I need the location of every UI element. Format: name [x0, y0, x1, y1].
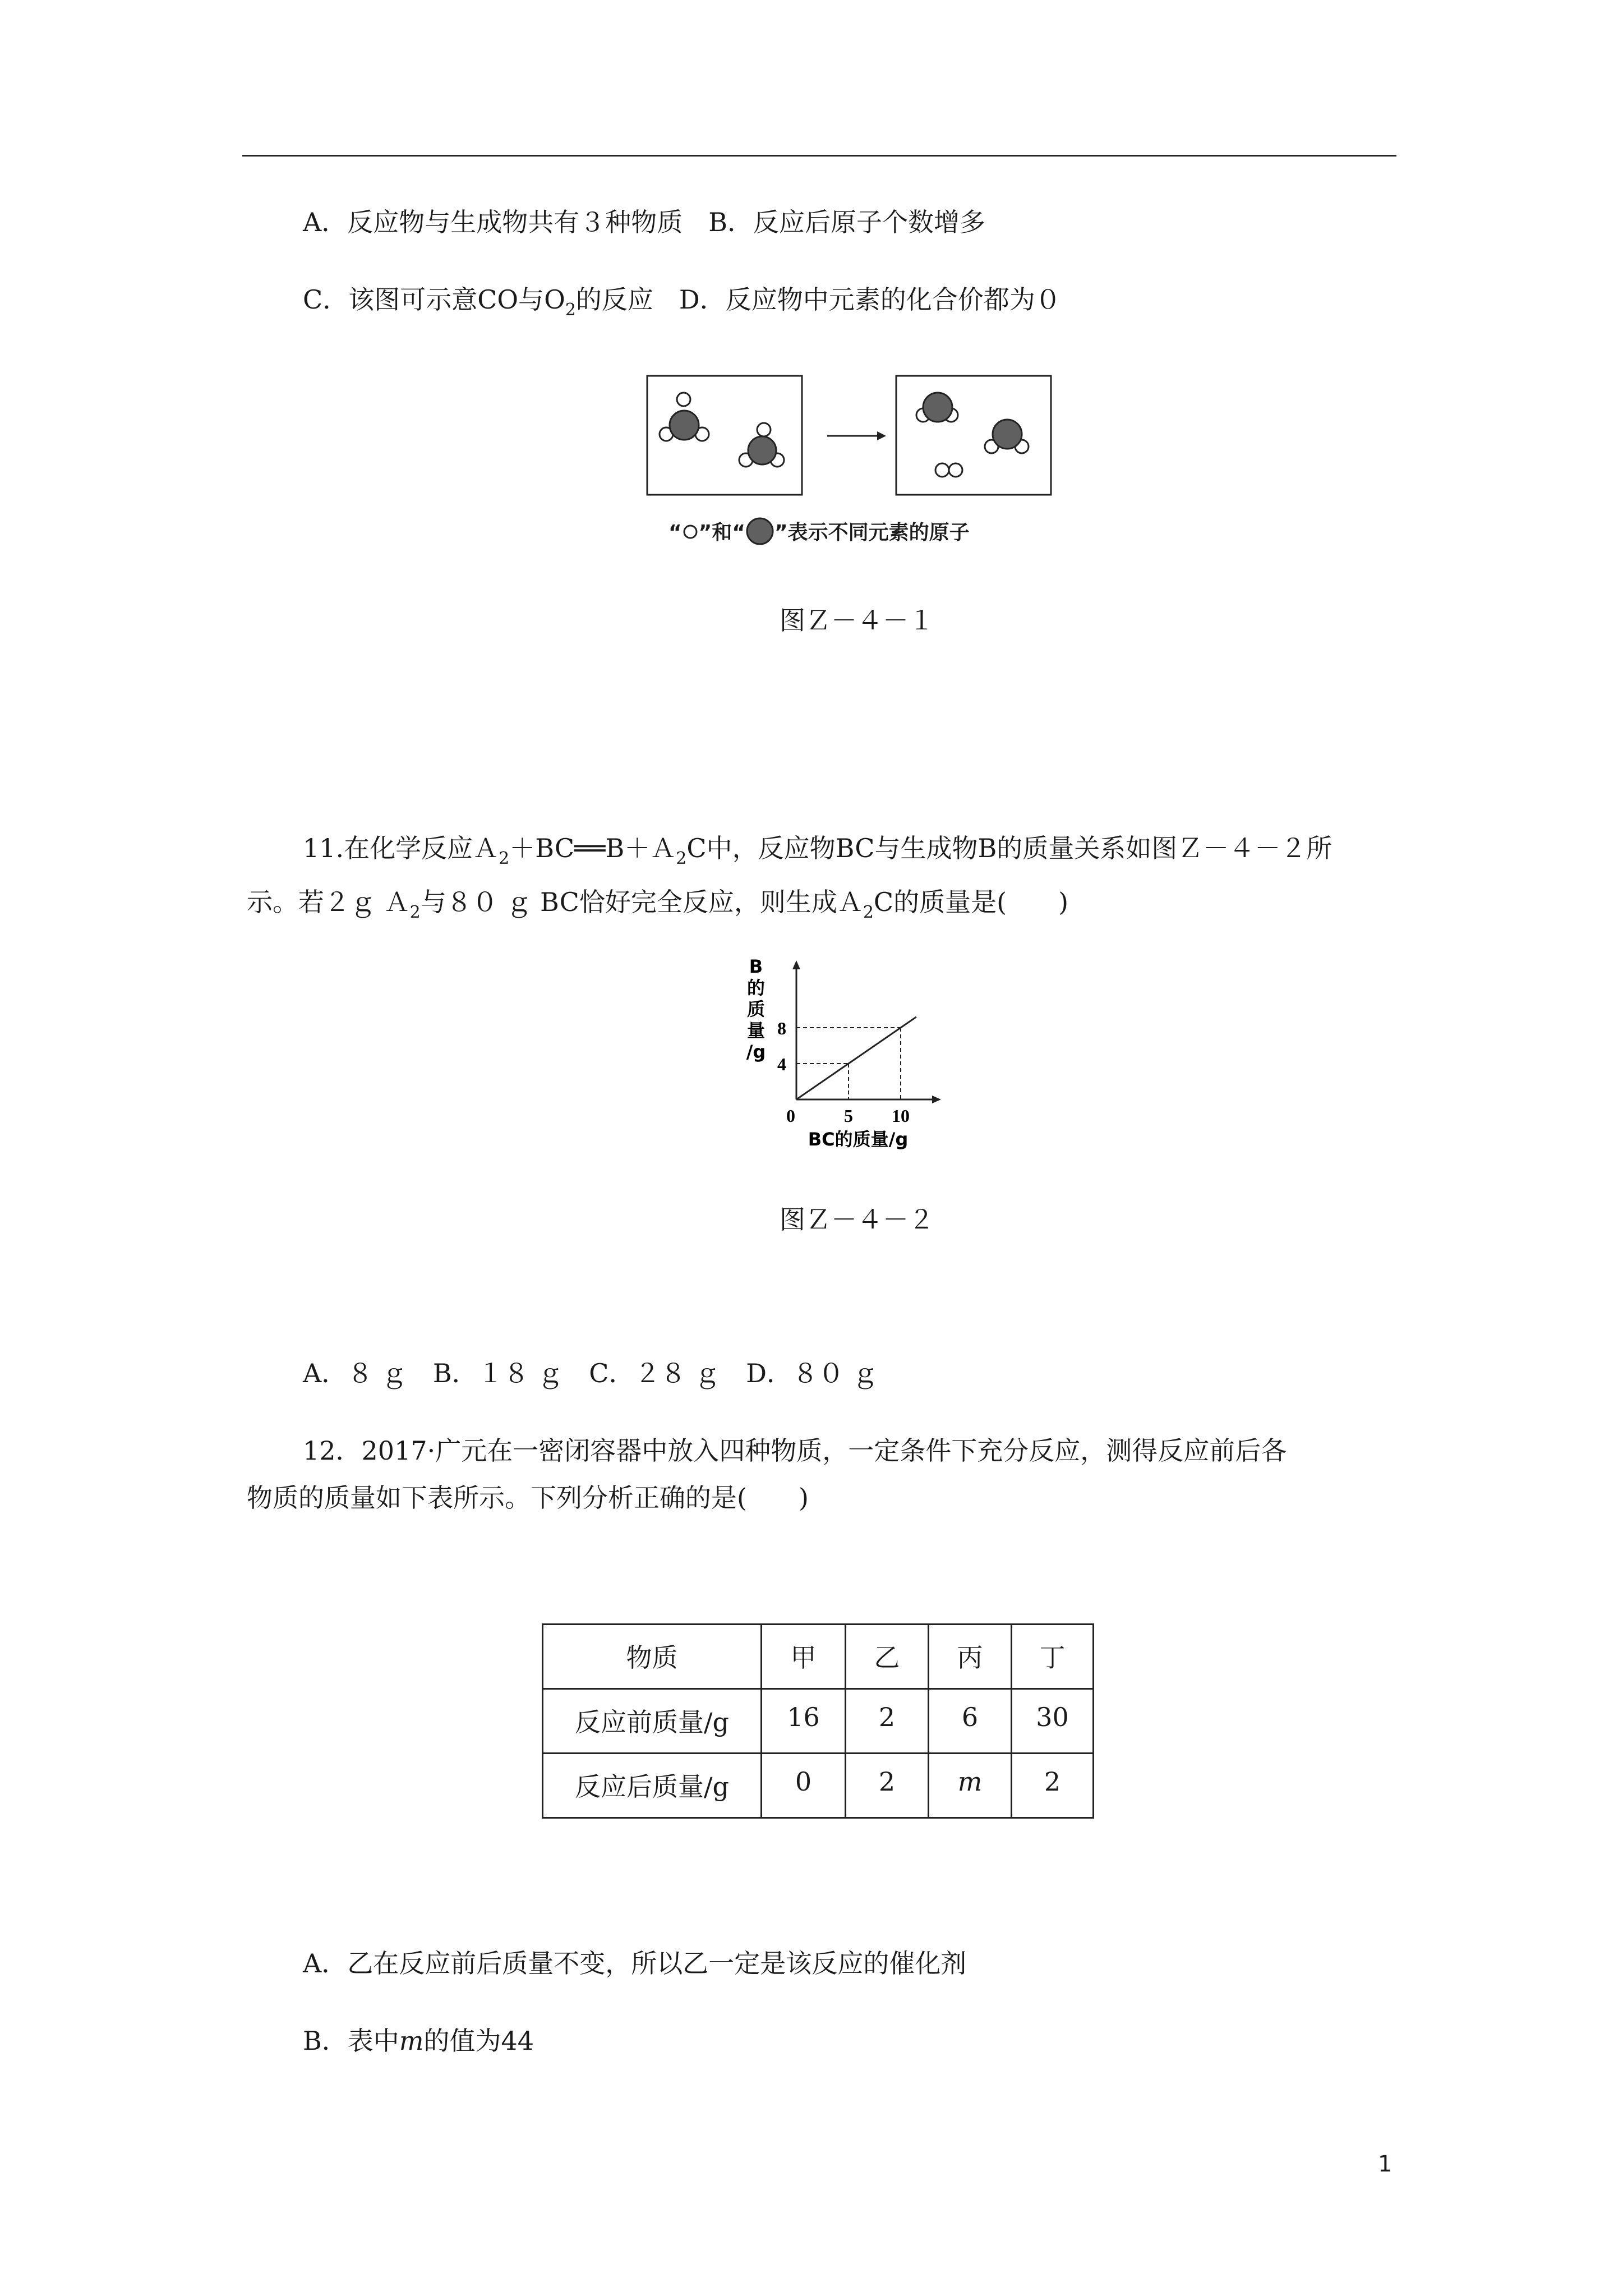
origin-label: 0	[786, 1106, 795, 1126]
large-atom-icon	[745, 517, 774, 546]
table-header-cell: 丁	[1012, 1625, 1094, 1689]
figure-caption-2: 图Ｚ－４－２	[780, 1204, 934, 1235]
product-molecule-2	[985, 420, 1029, 453]
products-box	[896, 376, 1051, 495]
figure-caption-1: 图Ｚ－４－１	[780, 605, 934, 636]
table-cell: 16	[762, 1689, 846, 1754]
y-axis-label-char: 质	[746, 999, 766, 1020]
table-cell: 2	[846, 1754, 929, 1818]
y-axis-label-char: /g	[746, 1041, 766, 1062]
y-axis-label-char: B	[749, 956, 763, 977]
q10-options-row1: A．反应物与生成物共有３种物质 B．反应后原子个数增多	[303, 207, 986, 237]
series-line	[796, 1017, 916, 1099]
reaction-legend: “ ”和“ ”表示不同元素的原子	[668, 516, 970, 550]
q11-options: A．８ ｇ B．１８ ｇ C．２８ ｇ D．８０ ｇ	[303, 1358, 878, 1388]
table-header-cell: 甲	[762, 1625, 846, 1689]
reactant-molecule-1	[660, 393, 709, 441]
q11-stem-line2: 示。若２ｇ Ａ$_2$与８０ ｇ BC恰好完全反应，则生成Ａ$_2$C的质量是( )	[247, 887, 1069, 922]
reactant-molecule-2	[739, 423, 784, 467]
table-cell: 6	[929, 1689, 1012, 1754]
y-tick-label-4: 4	[777, 1054, 786, 1074]
table-row	[543, 1689, 1094, 1754]
q11-stem-line1: 11.在化学反应Ａ$_2$＋BC══B＋Ａ$_2$C中，反应物BC与生成物B的质量关系如图Ｚ－４－２所	[303, 833, 1332, 868]
x-axis-arrow	[932, 1096, 941, 1103]
q12-option-a: A．乙在反应前后质量不变，所以乙一定是该反应的催化剂	[303, 1948, 967, 1978]
x-axis-label: BC的质量/g	[808, 1129, 909, 1150]
y-tick-label-8: 8	[777, 1018, 786, 1038]
table-row	[543, 1754, 1094, 1818]
x-tick-label-10: 10	[892, 1106, 910, 1126]
mass-relation-chart	[740, 954, 953, 1167]
q10-options-row2: C．该图可示意CO与$O_2$的反应 D．反应物中元素的化合价都为０	[303, 284, 1061, 320]
table-header-cell: 丙	[929, 1625, 1012, 1689]
y-axis-arrow	[792, 960, 800, 969]
table-cell: 2	[846, 1689, 929, 1754]
table-cell: 30	[1012, 1689, 1094, 1754]
q12-option-b: B．表中m的值为44	[303, 2026, 534, 2056]
q12-stem-line1: 12．2017·广元在一密闭容器中放入四种物质，一定条件下充分反应，测得反应前后各	[303, 1435, 1287, 1466]
header-rule	[242, 155, 1396, 157]
table-cell: 反应后质量/g	[543, 1754, 762, 1818]
q12-stem-line2: 物质的质量如下表所示。下列分析正确的是( )	[247, 1483, 809, 1513]
small-atom-icon	[682, 523, 699, 540]
table-header-cell: 物质	[543, 1625, 762, 1689]
table-cell: 2	[1012, 1754, 1094, 1818]
product-molecule-3	[935, 463, 962, 477]
page-number: 1	[1378, 2151, 1393, 2177]
x-tick-label-5: 5	[844, 1106, 853, 1126]
table-header-cell: 乙	[846, 1625, 929, 1689]
y-axis-label-char: 的	[746, 977, 766, 999]
table-cell: 0	[762, 1754, 846, 1818]
table-header-row	[543, 1625, 1094, 1689]
table-cell: m	[929, 1754, 1012, 1818]
product-molecule-1	[916, 393, 958, 422]
y-axis-label-char: 量	[746, 1020, 766, 1041]
mass-table	[542, 1623, 1094, 1819]
table-cell: 反应前质量/g	[543, 1689, 762, 1754]
